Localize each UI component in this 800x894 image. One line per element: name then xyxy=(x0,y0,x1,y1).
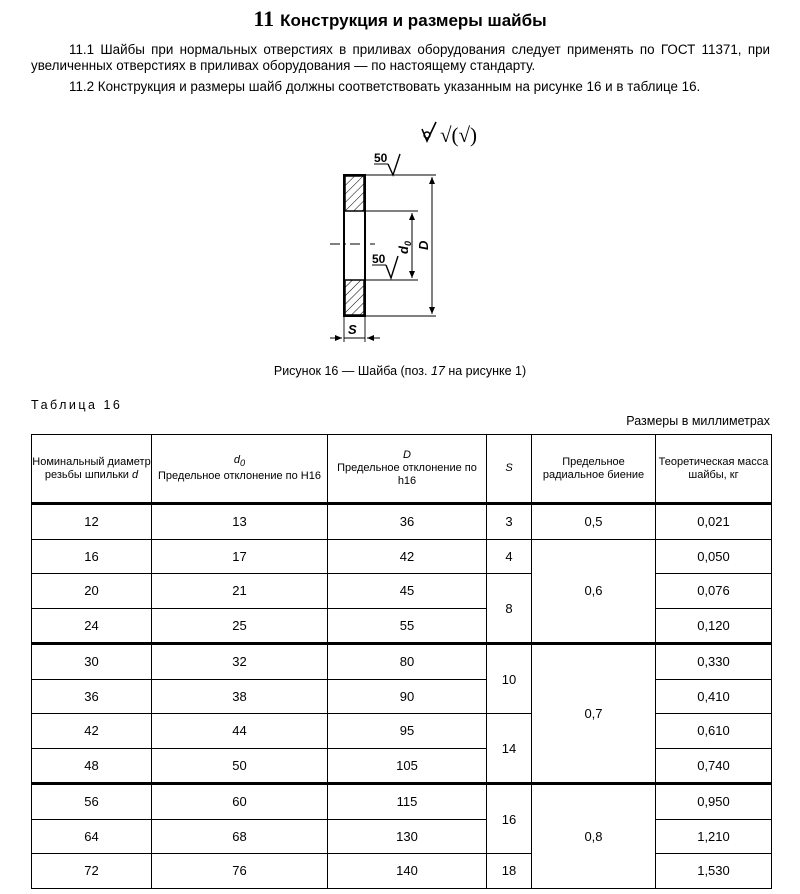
cell-d: 42 xyxy=(32,714,152,749)
washer-section-top xyxy=(345,176,364,211)
washer-drawing xyxy=(300,120,500,345)
label-d0: $d_0$ xyxy=(396,241,413,254)
header-runout: Предельное радиальное биение xyxy=(532,435,656,504)
cell-d0: 44 xyxy=(152,714,328,749)
cell-runout: 0,8 xyxy=(532,784,656,889)
figure-caption: Рисунок 16 — Шайба (поз. 17 на рисунке 1) xyxy=(273,364,527,378)
cell-S: 10 xyxy=(487,644,532,714)
table-row xyxy=(32,608,772,644)
cell-d0: 76 xyxy=(152,854,328,889)
cell-mass: 1,210 xyxy=(656,819,772,854)
cell-d: 64 xyxy=(32,819,152,854)
label-D: D xyxy=(416,240,431,250)
table-row xyxy=(32,854,772,889)
table-row xyxy=(32,679,772,714)
cell-d: 12 xyxy=(32,504,152,540)
cell-mass: 0,076 xyxy=(656,574,772,609)
cell-mass: 0,610 xyxy=(656,714,772,749)
table-label: Таблица 16 xyxy=(31,398,123,412)
cell-d0: 38 xyxy=(152,679,328,714)
table-row xyxy=(32,574,772,609)
svg-text:√(√): √(√) xyxy=(440,123,478,147)
roughness-sign-face xyxy=(374,151,400,175)
svg-text:50: 50 xyxy=(372,252,386,266)
cell-d0: 50 xyxy=(152,748,328,784)
cell-d0: 60 xyxy=(152,784,328,820)
cell-d0: 25 xyxy=(152,608,328,644)
cell-runout: 0,7 xyxy=(532,644,656,784)
section-number: 11 xyxy=(253,6,275,31)
cell-D: 80 xyxy=(328,644,487,680)
cell-D: 105 xyxy=(328,748,487,784)
cell-d: 36 xyxy=(32,679,152,714)
cell-d: 56 xyxy=(32,784,152,820)
table-units-note: Размеры в миллиметрах xyxy=(626,414,770,428)
label-S: S xyxy=(348,322,357,337)
paragraph-11-1: 11.1 Шайбы при нормальных отверстиях в приливах оборудования следует применять по ГОСТ 11371, при увеличенных отверстиях в приливах оборудования — по настоящему стандарту. xyxy=(31,42,770,73)
cell-runout: 0,6 xyxy=(532,539,656,644)
cell-D: 130 xyxy=(328,819,487,854)
cell-D: 95 xyxy=(328,714,487,749)
header-nominal-diameter: Номинальный диаметр резьбы шпильки d xyxy=(32,435,152,504)
cell-d0: 68 xyxy=(152,819,328,854)
cell-d: 48 xyxy=(32,748,152,784)
cell-D: 55 xyxy=(328,608,487,644)
table-row xyxy=(32,539,772,574)
cell-mass: 0,410 xyxy=(656,679,772,714)
header-mass: Теоретическая масса шайбы, кг xyxy=(656,435,772,504)
cell-d: 24 xyxy=(32,608,152,644)
header-S: S xyxy=(487,435,532,504)
cell-mass: 0,021 xyxy=(656,504,772,540)
cell-D: 115 xyxy=(328,784,487,820)
cell-d: 72 xyxy=(32,854,152,889)
cell-mass: 0,950 xyxy=(656,784,772,820)
cell-runout: 0,5 xyxy=(532,504,656,540)
table-16 xyxy=(31,434,772,889)
cell-S: 16 xyxy=(487,784,532,854)
roughness-sign-bore xyxy=(372,252,398,278)
svg-text:50: 50 xyxy=(374,151,388,165)
table-row xyxy=(32,784,772,820)
cell-D: 45 xyxy=(328,574,487,609)
cell-mass: 0,330 xyxy=(656,644,772,680)
table-row xyxy=(32,748,772,784)
section-heading xyxy=(0,6,800,32)
cell-d: 16 xyxy=(32,539,152,574)
cell-d0: 13 xyxy=(152,504,328,540)
header-d0: $d_0$ Предельное отклонение по Н16 xyxy=(152,435,328,504)
table-row xyxy=(32,644,772,680)
paragraph-11-2: 11.2 Конструкция и размеры шайб должны соответствовать указанным на рисунке 16 и в таблице 16. xyxy=(69,79,701,94)
section-title: Конструкция и размеры шайбы xyxy=(280,11,547,30)
table-row xyxy=(32,714,772,749)
table-row xyxy=(32,819,772,854)
cell-S: 18 xyxy=(487,854,532,889)
cell-d: 20 xyxy=(32,574,152,609)
roughness-general-sign xyxy=(422,122,477,147)
cell-S: 3 xyxy=(487,504,532,540)
cell-S: 8 xyxy=(487,574,532,644)
cell-mass: 0,120 xyxy=(656,608,772,644)
cell-d0: 17 xyxy=(152,539,328,574)
cell-mass: 1,530 xyxy=(656,854,772,889)
cell-D: 42 xyxy=(328,539,487,574)
cell-S: 14 xyxy=(487,714,532,784)
washer-section-bottom xyxy=(345,280,364,315)
cell-mass: 0,740 xyxy=(656,748,772,784)
cell-S: 4 xyxy=(487,539,532,574)
table-header-row xyxy=(32,435,772,504)
cell-D: 90 xyxy=(328,679,487,714)
table-row xyxy=(32,504,772,540)
cell-d: 30 xyxy=(32,644,152,680)
cell-D: 36 xyxy=(328,504,487,540)
header-D: D Предельное отклонение по h16 xyxy=(328,435,487,504)
cell-D: 140 xyxy=(328,854,487,889)
cell-mass: 0,050 xyxy=(656,539,772,574)
cell-d0: 21 xyxy=(152,574,328,609)
cell-d0: 32 xyxy=(152,644,328,680)
